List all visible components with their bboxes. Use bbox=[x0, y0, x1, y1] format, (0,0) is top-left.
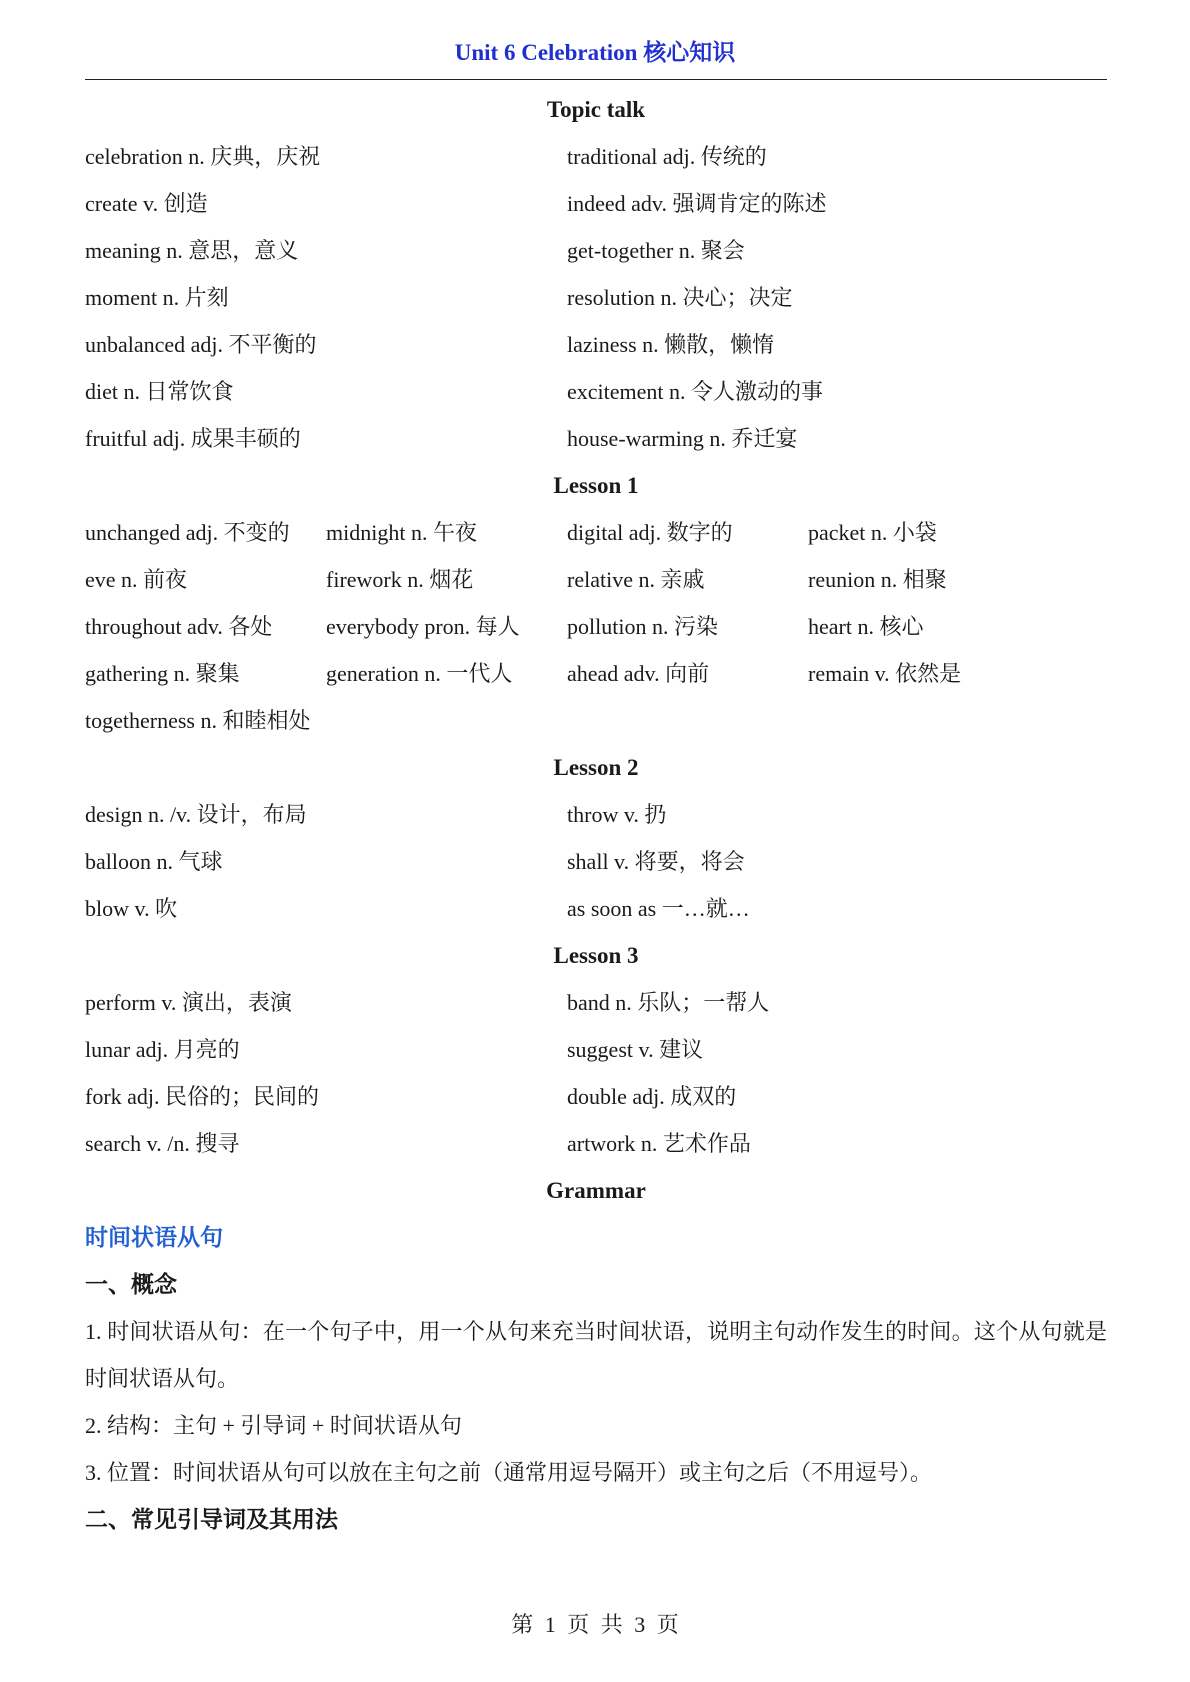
vocab-entry: unbalanced adj. 不平衡的 bbox=[85, 332, 317, 357]
vocab-entry: digital adj. 数字的 bbox=[567, 520, 733, 545]
grammar-point: 2. 结构：主句 + 引导词 + 时间状语从句 bbox=[85, 1413, 462, 1438]
vocab-row bbox=[85, 791, 1107, 838]
vocab-entry: indeed adv. 强调肯定的陈述 bbox=[567, 191, 827, 216]
grammar-point: 3. 位置：时间状语从句可以放在主句之前（通常用逗号隔开）或主句之后（不用逗号）。 bbox=[85, 1460, 933, 1485]
vocab-entry: gathering n. 聚集 bbox=[85, 661, 240, 686]
vocab-entry: moment n. 片刻 bbox=[85, 285, 229, 310]
vocab-entry: pollution n. 污染 bbox=[567, 614, 718, 639]
vocab-entry: relative n. 亲戚 bbox=[567, 567, 705, 592]
vocab-entry: firework n. 烟花 bbox=[326, 567, 474, 592]
vocab-entry: fork adj. 民俗的；民间的 bbox=[85, 1084, 320, 1109]
vocab-row bbox=[85, 274, 1107, 321]
vocab-entry: resolution n. 决心；决定 bbox=[567, 285, 793, 310]
vocab-entry: reunion n. 相聚 bbox=[808, 567, 947, 592]
vocab-row bbox=[85, 1120, 1107, 1167]
vocab-entry: traditional adj. 传统的 bbox=[567, 144, 767, 169]
content-body bbox=[85, 86, 1107, 1543]
footer-word-ye: 页 bbox=[567, 1612, 590, 1637]
vocab-entry: throw v. 扔 bbox=[567, 802, 667, 827]
vocab-row bbox=[85, 321, 1107, 368]
vocab-row bbox=[85, 650, 1107, 697]
vocab-row bbox=[85, 227, 1107, 274]
vocab-entry: unchanged adj. 不变的 bbox=[85, 520, 290, 545]
grammar-point: 1. 时间状语从句：在一个句子中，用一个从句来充当时间状语，说明主句动作发生的时间。这个从句就是时间状语从句。 bbox=[85, 1319, 1107, 1391]
vocab-row bbox=[85, 415, 1107, 462]
section-heading-lesson-3: Lesson 3 bbox=[553, 943, 639, 968]
vocab-entry: balloon n. 气球 bbox=[85, 849, 223, 874]
vocab-entry: create v. 创造 bbox=[85, 191, 208, 216]
section-heading-grammar: Grammar bbox=[546, 1178, 646, 1203]
grammar-section-concept: 一、概念 bbox=[85, 1272, 177, 1297]
vocab-entry: artwork n. 艺术作品 bbox=[567, 1131, 751, 1156]
vocab-entry: house-warming n. 乔迁宴 bbox=[567, 426, 798, 451]
vocab-entry: meaning n. 意思，意义 bbox=[85, 238, 299, 263]
vocab-entry: blow v. 吹 bbox=[85, 896, 178, 921]
vocab-entry: lunar adj. 月亮的 bbox=[85, 1037, 240, 1062]
footer-word-gong: 共 bbox=[600, 1612, 623, 1637]
vocab-entry: double adj. 成双的 bbox=[567, 1084, 737, 1109]
vocab-entry: design n. /v. 设计，布局 bbox=[85, 802, 307, 827]
vocab-row bbox=[85, 885, 1107, 932]
vocab-entry: remain v. 依然是 bbox=[808, 661, 962, 686]
vocab-entry: throughout adv. 各处 bbox=[85, 614, 273, 639]
header-divider bbox=[85, 79, 1107, 80]
vocab-row bbox=[85, 603, 1107, 650]
vocab-entry: generation n. 一代人 bbox=[326, 661, 513, 686]
vocab-row bbox=[85, 1026, 1107, 1073]
vocab-entry: heart n. 核心 bbox=[808, 614, 924, 639]
vocab-entry: togetherness n. 和睦相处 bbox=[85, 708, 311, 733]
vocab-entry: band n. 乐队；一帮人 bbox=[567, 990, 770, 1015]
vocab-entry: midnight n. 午夜 bbox=[326, 520, 477, 545]
footer-word-ye-2: 页 bbox=[656, 1612, 679, 1637]
total-pages: 3 bbox=[634, 1612, 646, 1637]
section-heading-lesson-2: Lesson 2 bbox=[553, 755, 639, 780]
section-heading-topic-talk: Topic talk bbox=[546, 97, 646, 122]
vocab-entry: laziness n. 懒散，懒惰 bbox=[567, 332, 775, 357]
grammar-section-conjunctions: 二、常见引导词及其用法 bbox=[85, 1507, 338, 1532]
vocab-row bbox=[85, 556, 1107, 603]
section-heading-lesson-1: Lesson 1 bbox=[553, 473, 639, 498]
vocab-entry: suggest v. 建议 bbox=[567, 1037, 704, 1062]
vocab-entry: celebration n. 庆典，庆祝 bbox=[85, 144, 321, 169]
vocab-row bbox=[85, 697, 1107, 744]
vocab-entry: ahead adv. 向前 bbox=[567, 661, 710, 686]
vocab-entry: diet n. 日常饮食 bbox=[85, 379, 234, 404]
vocab-entry: eve n. 前夜 bbox=[85, 567, 188, 592]
vocab-entry: shall v. 将要，将会 bbox=[567, 849, 745, 874]
vocab-entry: get-together n. 聚会 bbox=[567, 238, 745, 263]
page-footer bbox=[0, 1608, 1190, 1639]
vocab-row bbox=[85, 133, 1107, 180]
vocab-entry: perform v. 演出，表演 bbox=[85, 990, 292, 1015]
vocab-row bbox=[85, 1073, 1107, 1120]
vocab-entry: excitement n. 令人激动的事 bbox=[567, 379, 824, 404]
page-header-title: Unit 6 Celebration 核心知识 bbox=[454, 40, 736, 65]
footer-word-di: 第 bbox=[511, 1612, 534, 1637]
grammar-topic-title: 时间状语从句 bbox=[85, 1225, 223, 1250]
vocab-entry: as soon as 一…就… bbox=[567, 896, 750, 921]
vocab-row bbox=[85, 180, 1107, 227]
vocab-entry: fruitful adj. 成果丰硕的 bbox=[85, 426, 301, 451]
vocab-row bbox=[85, 509, 1107, 556]
page-number: 1 bbox=[544, 1612, 556, 1637]
vocab-row bbox=[85, 838, 1107, 885]
vocab-row bbox=[85, 368, 1107, 415]
vocab-entry: packet n. 小袋 bbox=[808, 520, 937, 545]
vocab-entry: everybody pron. 每人 bbox=[326, 614, 520, 639]
vocab-row bbox=[85, 979, 1107, 1026]
vocab-entry: search v. /n. 搜寻 bbox=[85, 1131, 240, 1156]
